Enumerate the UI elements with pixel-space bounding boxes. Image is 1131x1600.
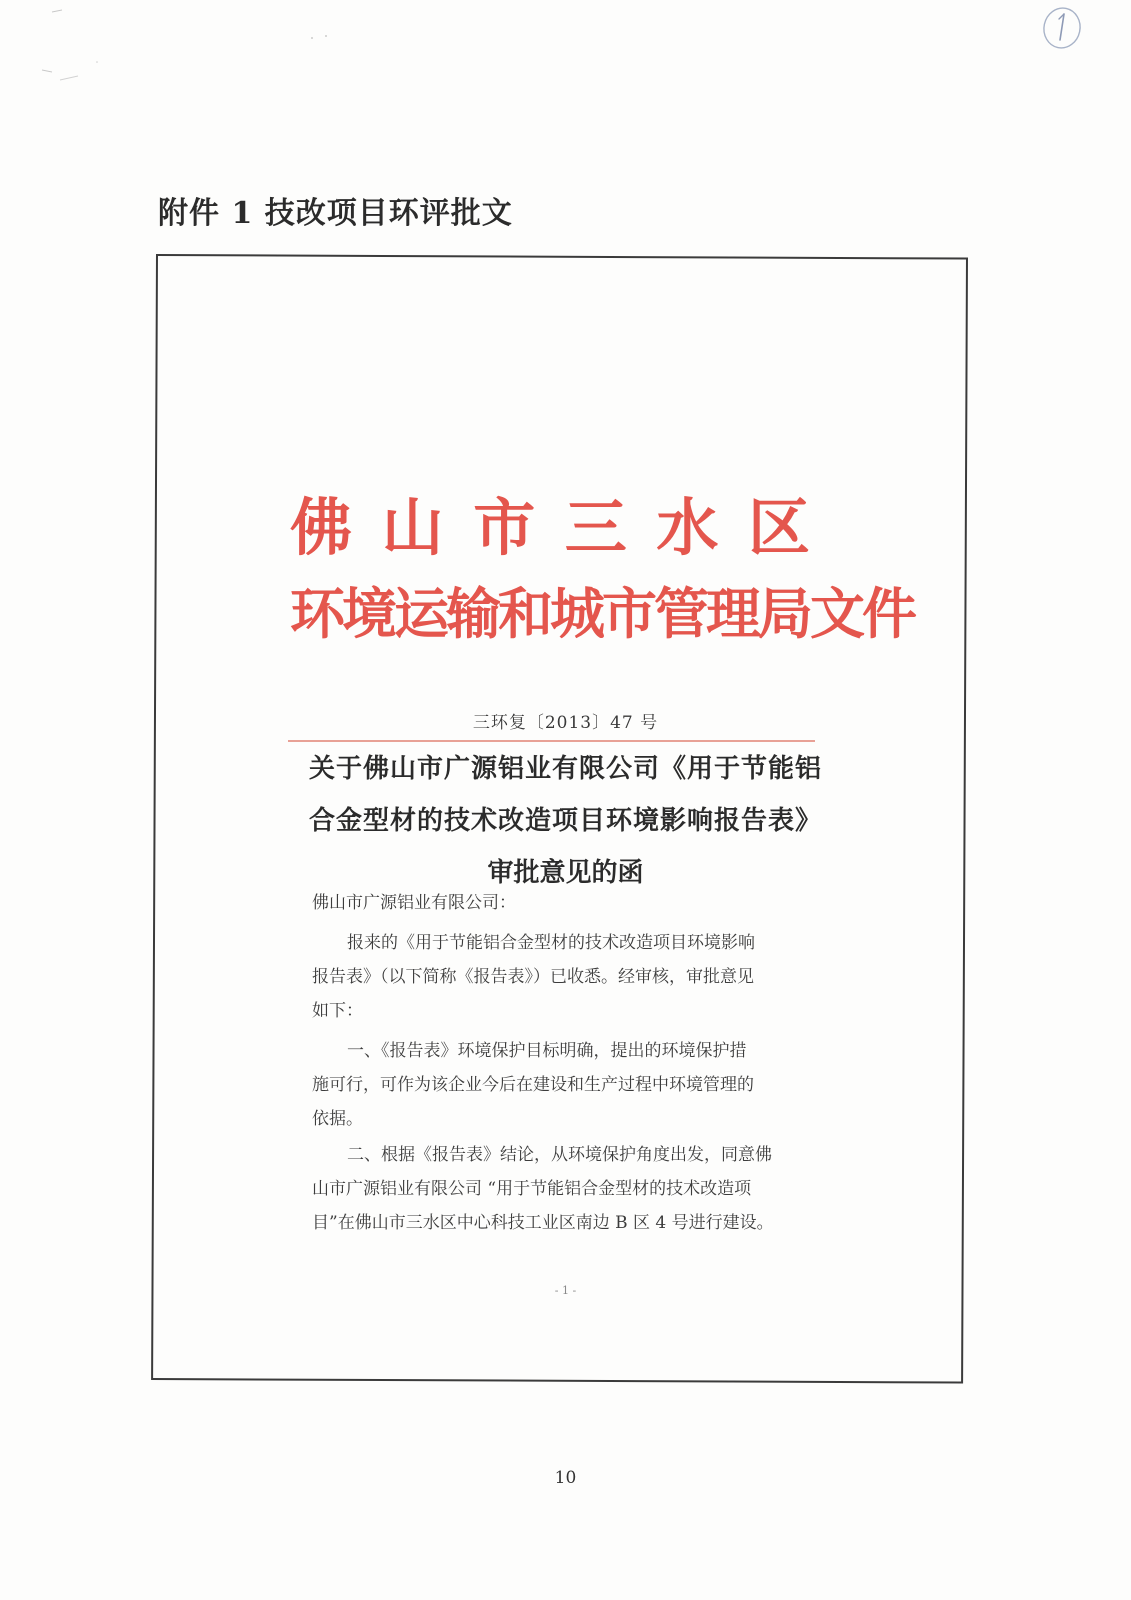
agency-char: 水 (656, 491, 719, 564)
agency-char: 市 (473, 491, 536, 564)
issuing-agency-line-1 (290, 478, 810, 567)
body-text-line: 施可行，可作为该企业今后在建设和生产过程中环境管理的 (312, 1075, 754, 1095)
body-text-line: 二、根据《报告表》结论，从环境保护角度出发，同意佛 (347, 1145, 772, 1165)
body-text-line: 依据。 (312, 1109, 363, 1129)
body-text-line: 目”在佛山市三水区中心科技工业区南边 B 区 4 号进行建设。 (312, 1213, 774, 1233)
issuing-agency-line-2: 环境运输和城市管理局文件 (290, 581, 915, 646)
agency-char: 三 (564, 491, 627, 564)
red-separator-rule (288, 740, 815, 742)
body-text-line: 报来的《用于节能铝合金型材的技术改造项目环境影响 (347, 933, 755, 953)
letter-title-line: 合金型材的技术改造项目环境影响报告表》 (308, 806, 822, 836)
agency-char: 山 (381, 491, 444, 564)
agency-char: 佛 (290, 491, 353, 564)
salutation: 佛山市广源铝业有限公司： (312, 893, 516, 913)
body-text-line: 一、《报告表》环境保护目标明确，提出的环境保护措 (347, 1041, 747, 1061)
handwritten-page-mark (1040, 4, 1086, 50)
inner-page-footer: - 1 - (554, 1284, 577, 1297)
agency-char: 区 (747, 491, 810, 564)
letter-title-line: 审批意见的函 (487, 858, 644, 888)
document-number: 三环复〔2013〕47 号 (472, 713, 659, 733)
page-number: 10 (554, 1468, 577, 1488)
body-text-line: 如下： (312, 1001, 363, 1021)
body-text-line: 山市广源铝业有限公司 “用于节能铝合金型材的技术改造项 (312, 1179, 752, 1199)
attachment-heading: 附件 1 技改项目环评批文 (158, 196, 513, 231)
letter-title-line: 关于佛山市广源铝业有限公司《用于节能铝 (308, 754, 822, 784)
body-text-line: 报告表》（以下简称《报告表》）已收悉。经审核，审批意见 (312, 967, 754, 987)
